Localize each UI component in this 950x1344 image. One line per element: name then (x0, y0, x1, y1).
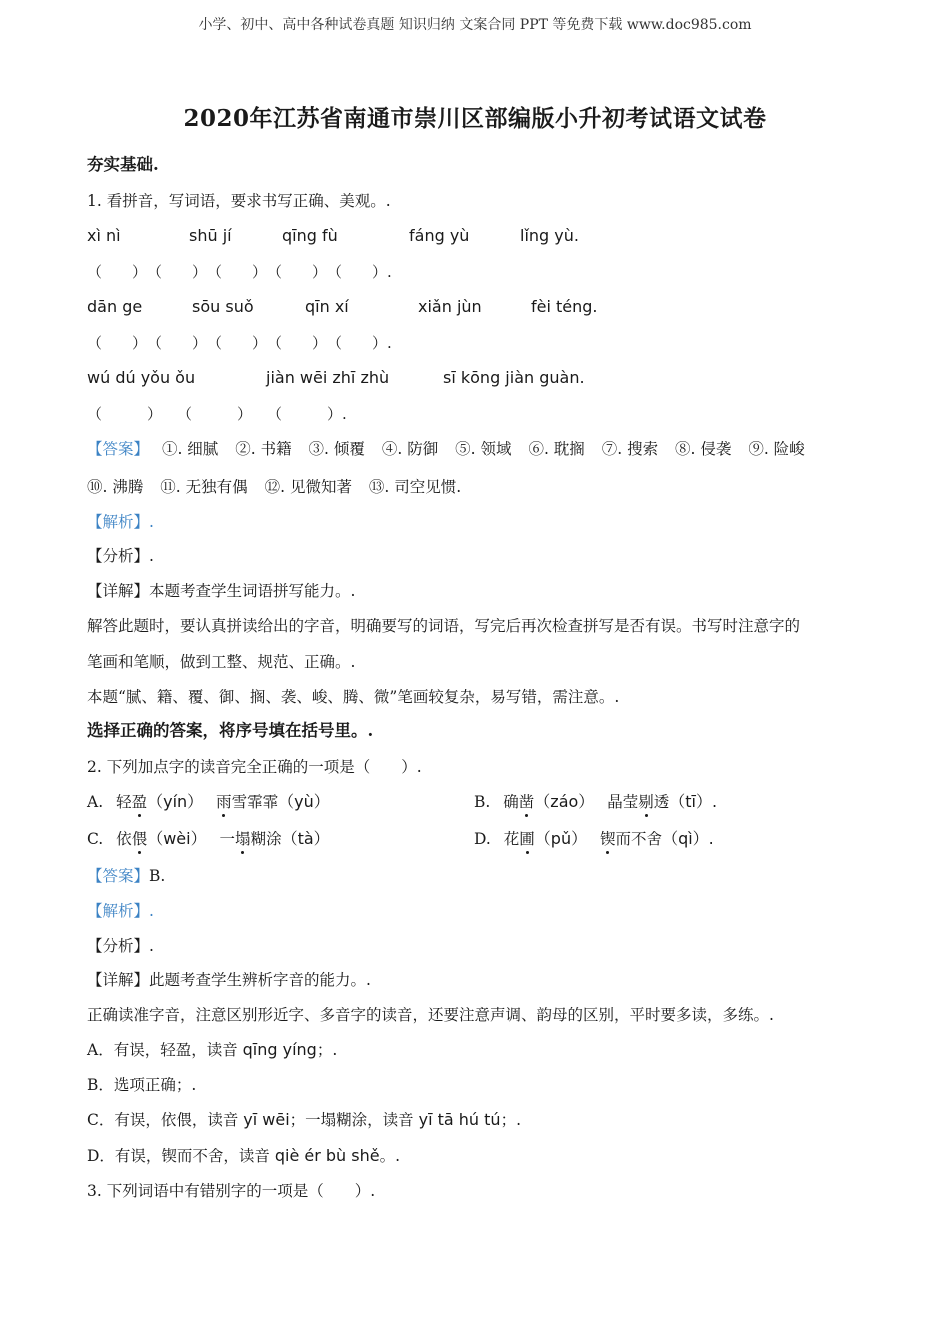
dotted-char: 盈 (131, 793, 148, 811)
dotted-char: 锲 (600, 830, 616, 848)
pinyin: xì nì (87, 226, 121, 245)
option-text: 透 (653, 793, 670, 811)
option-pinyin: （záo） (534, 792, 595, 811)
pinyin: qīng fù (282, 226, 338, 245)
pinyin: sōu suǒ (192, 297, 254, 316)
option-pinyin: （tī）. (669, 792, 718, 811)
dotted-char: 塌 (235, 830, 251, 848)
page-header: 小学、初中、高中各种试卷真题 知识归纳 文案合同 PPT 等免费下载 www.doc985.com (198, 17, 752, 33)
explain-text: ；一塌糊涂，读音 (289, 1111, 419, 1129)
option-pinyin: （yín） (147, 792, 204, 811)
answer-item: ⑨. 险峻 (748, 440, 805, 458)
option-label: B. (474, 793, 491, 811)
q2-option-b (474, 792, 717, 812)
dotted-char: 雨 (216, 793, 232, 811)
q2-explain-c (87, 1110, 521, 1130)
dotted-char: 圃 (519, 830, 535, 848)
explain-text: ；. (316, 1041, 338, 1059)
q1-answer-blanks-3: （ ） （ ） （ ）. (87, 405, 347, 423)
pinyin: qīn xí (305, 297, 349, 316)
answer-item: ⑫. 见微知著 (264, 478, 352, 496)
option-label: D. (474, 830, 491, 848)
pinyin: jiàn wēi zhī zhù (266, 368, 390, 387)
q1-explanation-line-2: 笔画和笔顺，做到工整、规范、正确。. (87, 653, 356, 671)
answer-item: ⑤. 领域 (455, 440, 512, 458)
answer-value: B. (149, 867, 166, 885)
answer-item: ②. 书籍 (235, 440, 292, 458)
answer-item: ⑥. 耽搁 (528, 440, 585, 458)
option-pinyin: （pǔ） (534, 829, 588, 848)
explain-text: ；. (500, 1111, 521, 1129)
option-text: 糊涂 (250, 830, 282, 848)
option-pinyin: （qì）. (662, 829, 714, 848)
pinyin: xiǎn jùn (418, 297, 482, 316)
q2-detail: 【详解】此题考查学生辨析字音的能力。. (87, 971, 371, 989)
section-heading-basics: 夯实基础. (87, 155, 159, 174)
option-text: 晶莹 (607, 793, 639, 811)
q2-explain-b: B．选项正确；. (87, 1076, 197, 1094)
q2-option-c (87, 829, 330, 849)
q1-jiexi: 【解析】. (87, 513, 154, 531)
q1-answer-blanks-1: （ ） （ ） （ ） （ ） （ ）. (87, 263, 392, 281)
option-pinyin: （wèi） (147, 829, 207, 848)
answer-tag: 【答案】 (87, 867, 150, 885)
q3-stem: 3. 下列词语中有错别字的一项是（ ）. (87, 1182, 376, 1200)
page-title: 2020年江苏省南通市崇川区部编版小升初考试语文试卷 (183, 105, 767, 132)
q1-answer-line-2 (87, 477, 473, 497)
q2-explain-d (87, 1146, 400, 1166)
explain-text: C．有误，依偎，读音 (87, 1111, 244, 1129)
dotted-char: 偎 (131, 830, 148, 848)
q1-detail: 【详解】本题考查学生词语拼写能力。. (87, 582, 356, 600)
q1-stem: 1. 看拼音，写词语，要求书写正确、美观。. (87, 192, 391, 210)
explain-pinyin: qīng yíng (242, 1040, 317, 1059)
answer-item: ①. 细腻 (161, 440, 219, 458)
pinyin: shū jí (189, 226, 232, 245)
option-text: 一 (219, 830, 236, 848)
answer-item: ③. 倾覆 (308, 440, 365, 458)
answer-item: ⑩. 沸腾 (87, 478, 144, 496)
option-text: 确 (503, 793, 519, 811)
answer-item: ⑪. 无独有偶 (160, 478, 248, 496)
option-text: 雪霏霏 (231, 793, 279, 811)
answer-item: ④. 防御 (381, 440, 439, 458)
explain-text: A．有误，轻盈，读音 (87, 1041, 243, 1059)
q1-explanation-line-3: 本题“腻、籍、覆、御、搁、袭、峻、腾、微”笔画较复杂，易写错，需注意。. (87, 688, 620, 706)
q2-option-d (474, 829, 714, 849)
pinyin: lǐng yù. (520, 226, 579, 245)
explain-pinyin: qiè ér bù shě (274, 1146, 380, 1165)
answer-item: ⑬. 司空见惯. (368, 478, 462, 496)
option-pinyin: （yù） (278, 792, 330, 811)
q2-fenxi: 【分析】. (87, 937, 154, 955)
q1-fenxi: 【分析】. (87, 547, 154, 565)
option-pinyin: （tà） (281, 829, 330, 848)
pinyin: fèi téng. (531, 297, 598, 316)
pinyin: wú dú yǒu ǒu (87, 368, 196, 387)
pinyin: fáng yù (409, 226, 470, 245)
explain-text: 。. (379, 1147, 401, 1165)
q2-option-a (87, 792, 330, 812)
option-text: 而不舍 (615, 830, 663, 848)
q2-explain-a (87, 1040, 337, 1060)
dotted-char: 剔 (638, 793, 654, 811)
option-text: 轻 (116, 793, 132, 811)
explain-pinyin: yī wēi (243, 1110, 290, 1129)
answer-tag: 【答案】 (87, 440, 150, 458)
q2-answer (87, 866, 165, 886)
section-heading-choice: 选择正确的答案，将序号填在括号里。. (87, 721, 374, 740)
pinyin: dān ge (87, 297, 143, 316)
q1-explanation-line-1: 解答此题时，要认真拼读给出的字音，明确要写的词语，写完后再次检查拼写是否有误。书写时注意字的 (87, 617, 801, 635)
q1-answer-blanks-2: （ ） （ ） （ ） （ ） （ ）. (87, 334, 392, 352)
answer-item: ⑦. 搜索 (601, 440, 659, 458)
option-text: 依 (116, 830, 132, 848)
q2-explanation: 正确读准字音，注意区别形近字、多音字的读音，还要注意声调、韵母的区别，平时要多读，多练。. (87, 1006, 774, 1024)
q2-stem: 2. 下列加点字的读音完全正确的一项是（ ）. (87, 758, 422, 776)
answer-item: ⑧. 侵袭 (675, 440, 732, 458)
explain-pinyin: yī tā hú tú (418, 1110, 501, 1129)
pinyin: sī kōng jiàn guàn. (443, 368, 585, 387)
explain-text: D．有误，锲而不舍，读音 (87, 1147, 275, 1165)
option-text: 花 (503, 830, 520, 848)
dotted-char: 凿 (518, 793, 535, 811)
option-label: C. (87, 830, 104, 848)
q1-answer-line-1 (87, 439, 817, 459)
q2-jiexi: 【解析】. (87, 902, 154, 920)
option-label: A. (87, 793, 104, 811)
